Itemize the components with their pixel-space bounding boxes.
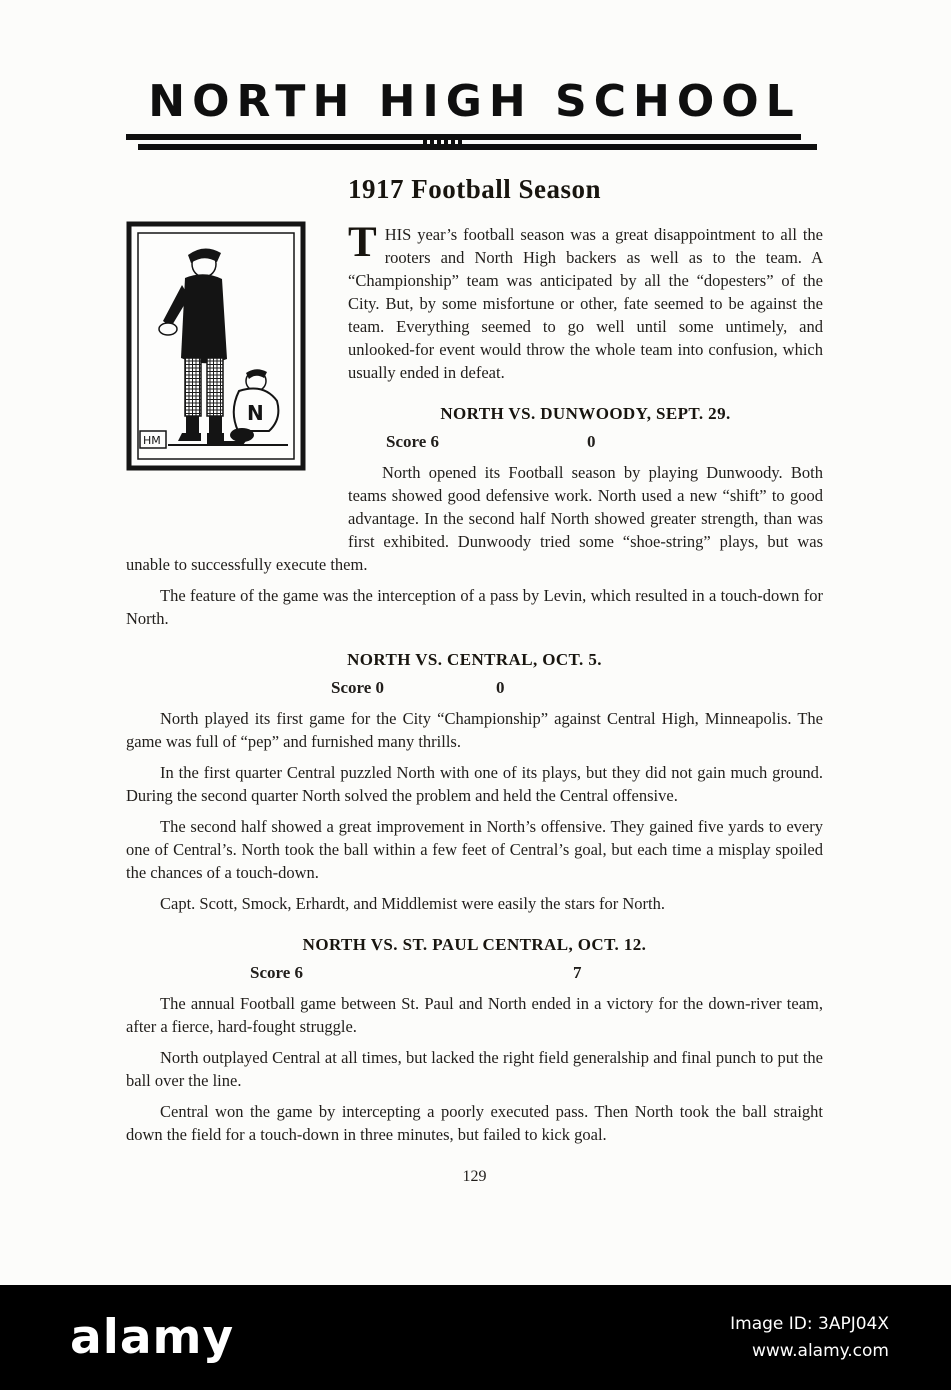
page-number: 129 [462,1168,487,1185]
paragraph: In the first quarter Central puzzled North with one of its plays, but they did not gain much ground. During the second quarter North solved the problem and held the Central offensive. [126,763,823,805]
score-home: Score 6 [250,963,304,982]
article-title: 1917 Football Season [347,174,602,204]
score-row [126,676,823,699]
standing-player-boot [178,433,201,441]
intro-text: HIS year’s football season was a great disappointment to all the rooters and North High backers as well as to the team. A “Championship” team was anticipated by all the “dopesters” of the City. But, by some misfortune or other, fate seemed to be against the team. Everything seemed to go well until some untimely, and unlooked-for event would throw the whole team into confusion, which usually ended in defeat. [348,225,823,382]
paragraph: Capt. Scott, Smock, Erhardt, and Middlemist were easily the stars for North. [160,894,665,913]
alamy-url: www.alamy.com [751,1340,889,1361]
watermark-info [730,1311,889,1365]
section-heading-dunwoody: NORTH VS. DUNWOODY, SEPT. 29. [440,404,731,423]
score-away: 0 [587,432,596,451]
artist-initials: HM [143,434,161,447]
header-decorative-rule [126,134,817,152]
standing-player-coat [181,274,227,363]
section-heading-st-paul-central: NORTH VS. ST. PAUL CENTRAL, OCT. 12. [302,935,647,954]
school-name-header: NORTH HIGH SCHOOL [148,76,801,127]
rule-bottom-bar [138,144,817,150]
standing-player-knickers [185,358,201,416]
alamy-logo: alamy [70,1310,235,1365]
score-home: Score 0 [331,678,385,697]
score-home: Score 6 [386,432,440,451]
paragraph: The second half showed a great improvement in North’s offensive. They gained five yards to every one of Central’s. North took the ball within a few feet of Central’s goal, but each time a misplay spoiled the chances of a touch-down. [126,817,823,882]
rule-top-bar [126,134,801,140]
jersey-letter: N [247,401,264,425]
paragraph: The feature of the game was the interception of a pass by Levin, which resulted in a touch-down for North. [126,586,823,628]
paragraph: The annual Football game between St. Paul and North ended in a victory for the down-river team, after a fierce, hard-fought struggle. [126,994,823,1036]
paragraph: North played its first game for the City “Championship” against Central High, Minneapolis. The game was full of “pep” and furnished many thrills. [126,709,823,751]
section-heading-central: NORTH VS. CENTRAL, OCT. 5. [347,650,602,669]
alamy-watermark-bar [0,1285,951,1390]
football-players-illustration [126,221,306,471]
drop-cap: T [348,219,377,266]
score-away: 0 [496,678,505,697]
score-away: 7 [573,963,582,982]
score-row [126,961,823,984]
paragraph: North opened its Football season by playing Dunwoody. Both teams showed good defensive work. North used a new “shift” to good advantage. In the second half North showed greater strength, than was first exhibited. Dunwoody tried some “shoe-string” plays, but was unable to successfully execute them. [126,463,823,574]
paragraph: Central won the game by intercepting a poorly executed pass. Then North took the ball straight down the field for a touch-down in three minutes, but failed to kick goal. [126,1102,823,1144]
paragraph: North outplayed Central at all times, but lacked the right field generalship and final punch to put the ball over the line. [126,1048,823,1090]
football [230,428,254,442]
image-id-label: Image ID: 3APJ04X [730,1313,889,1334]
